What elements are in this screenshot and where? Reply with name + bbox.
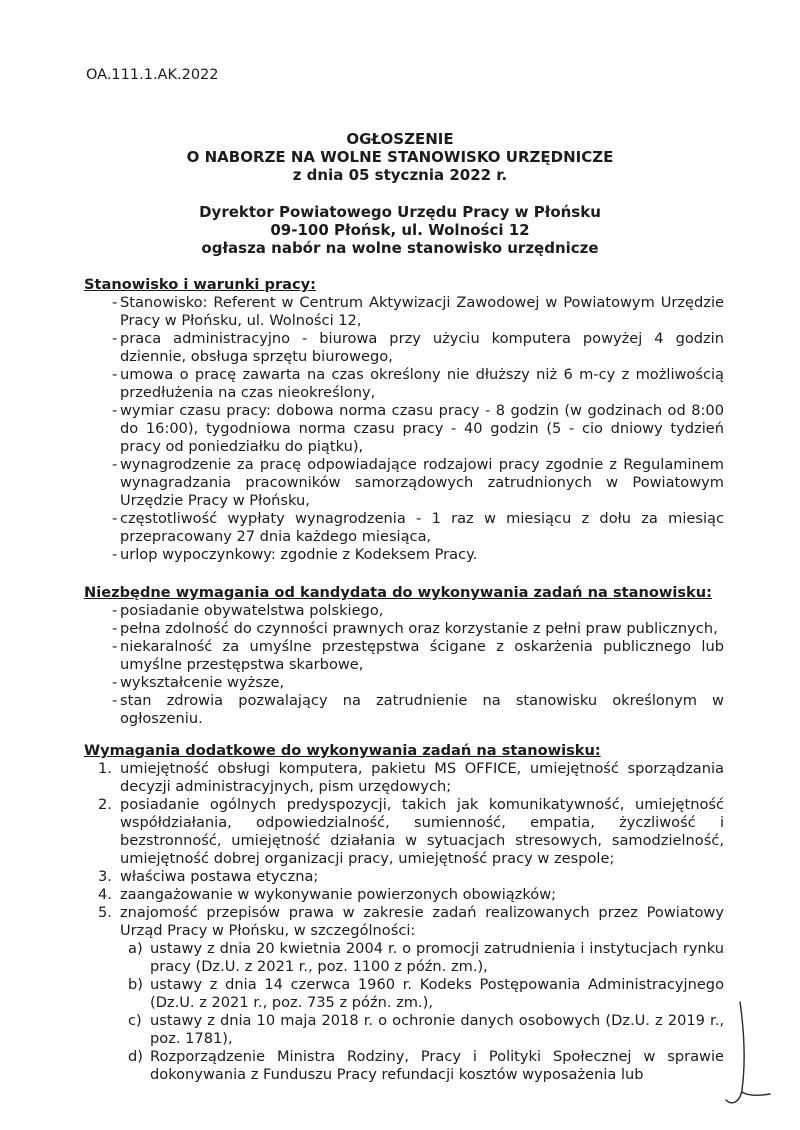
item-text: zaangażowanie w wykonywanie powierzonych obowiązków; (120, 886, 557, 903)
legal-acts-list (120, 940, 724, 1084)
list-item: - niekaralność za umyślne przestępstwa ścigane z oskarżenia publicznego lub umyślne przestępstwa skarbowe, (120, 638, 724, 674)
director-line: 09-100 Płońsk, ul. Wolności 12 (270, 221, 530, 239)
item-text: ustawy z dnia 14 czerwca 1960 r. Kodeks Postępowania Administracyjnego (Dz.U. z 2021 r., poz. 735 z późn. zm.), (150, 976, 724, 1011)
handwritten-initials (718, 1000, 778, 1112)
item-letter: b) (128, 976, 143, 993)
item-number: 2. (98, 796, 112, 813)
item-text: posiadanie ogólnych predyspozycji, takich jak komunikatywność, umiejętność współdziałania, odpowiedzialność, sumienność, empatia, życzliwość i bezstronność, umiejętność działania w sytuacjach stresowych, samodzielność, umiejętność dobrej organizacji pracy, umiejętność pracy w zespole; (120, 796, 724, 867)
item-letter: a) (128, 940, 143, 957)
list-item (98, 904, 724, 1084)
title-line: O NABORZE NA WOLNE STANOWISKO URZĘDNICZE (186, 148, 614, 166)
sub-list-item (128, 940, 724, 976)
item-number: 4. (98, 886, 112, 903)
item-text: ustawy z dnia 10 maja 2018 r. o ochronie danych osobowych (Dz.U. z 2019 r., poz. 1781), (150, 1012, 724, 1047)
reference-number: OA.111.1.AK.2022 (86, 67, 219, 83)
list-item: - częstotliwość wypłaty wynagrodzenia - 1 raz w miesiącu z dołu za miesiąc przepracowany 27 dnia każdego miesiąca, (120, 510, 724, 546)
section-position-conditions (84, 276, 724, 564)
director-line: Dyrektor Powiatowego Urzędu Pracy w Płońsku (199, 203, 601, 221)
list-item: - praca administracyjno - biurowa przy użyciu komputera powyżej 4 godzin dziennie, obsługa sprzętu biurowego, (120, 330, 724, 366)
item-number: 5. (98, 904, 112, 921)
list-item (98, 886, 724, 904)
list-item: - posiadanie obywatelstwa polskiego, (120, 602, 724, 620)
section-heading: Wymagania dodatkowe do wykonywania zadań na stanowisku: (84, 742, 601, 759)
director-block (0, 203, 800, 257)
item-letter: c) (128, 1012, 142, 1029)
list-item: - pełna zdolność do czynności prawnych oraz korzystanie z pełni praw publicznych, (120, 620, 724, 638)
item-text: ustawy z dnia 20 kwietnia 2004 r. o promocji zatrudnienia i instytucjach rynku pracy (Dz.U. z 2021 r., poz. 1100 z późn. zm.), (150, 940, 724, 975)
item-number: 3. (98, 868, 112, 885)
list-item: - Stanowisko: Referent w Centrum Aktywizacji Zawodowej w Powiatowym Urzędzie Pracy w Płońsku, ul. Wolności 12, (120, 294, 724, 330)
title-line: OGŁOSZENIE (346, 130, 454, 148)
sub-list-item (128, 1048, 724, 1084)
item-letter: d) (128, 1048, 143, 1065)
item-number: 1. (98, 760, 112, 777)
list-item (98, 760, 724, 796)
requirements-list (84, 602, 724, 728)
list-item (98, 868, 724, 886)
section-heading: Niezbędne wymagania od kandydata do wykonywania zadań na stanowisku: (84, 584, 712, 601)
director-line: ogłasza nabór na wolne stanowisko urzędnicze (201, 239, 599, 257)
section-heading: Stanowisko i warunki pracy: (84, 276, 317, 293)
additional-requirements-list (84, 760, 724, 1084)
list-item: - wykształcenie wyższe, (120, 674, 724, 692)
section-required-qualifications (84, 584, 724, 728)
title-line: z dnia 05 stycznia 2022 r. (292, 166, 508, 184)
conditions-list (84, 294, 724, 564)
list-item: - wynagrodzenie za pracę odpowiadające rodzajowi pracy zgodnie z Regulaminem wynagradzania pracowników samorządowych zatrudnionych w Powiatowym Urzędzie Pracy w Płońsku, (120, 456, 724, 510)
list-item: - umowa o pracę zawarta na czas określony nie dłuższy niż 6 m-cy z możliwością przedłużenia na czas nieokreślony, (120, 366, 724, 402)
item-text: znajomość przepisów prawa w zakresie zadań realizowanych przez Powiatowy Urząd Pracy w Płońsku, w szczególności: (120, 904, 724, 939)
sub-list-item (128, 976, 724, 1012)
section-additional-qualifications (84, 742, 724, 1084)
announcement-title (0, 130, 800, 184)
item-text: właściwa postawa etyczna; (120, 868, 319, 885)
sub-list-item (128, 1012, 724, 1048)
list-item: - urlop wypoczynkowy: zgodnie z Kodeksem Pracy. (120, 546, 724, 564)
item-text: Rozporządzenie Ministra Rodziny, Pracy i Polityki Społecznej w sprawie dokonywania z Funduszu Pracy refundacji kosztów wyposażenia lub (150, 1048, 724, 1083)
item-text: umiejętność obsługi komputera, pakietu MS OFFICE, umiejętność sporządzania decyzji administracyjnych, pism urzędowych; (120, 760, 724, 795)
list-item: - stan zdrowia pozwalający na zatrudnienie na stanowisku określonym w ogłoszeniu. (120, 692, 724, 728)
list-item: - wymiar czasu pracy: dobowa norma czasu pracy - 8 godzin (w godzinach od 8:00 do 16:00), tygodniowa norma czasu pracy - 40 godzin (5 - cio dniowy tydzień pracy od poniedziałku do piątku), (120, 402, 724, 456)
list-item (98, 796, 724, 868)
